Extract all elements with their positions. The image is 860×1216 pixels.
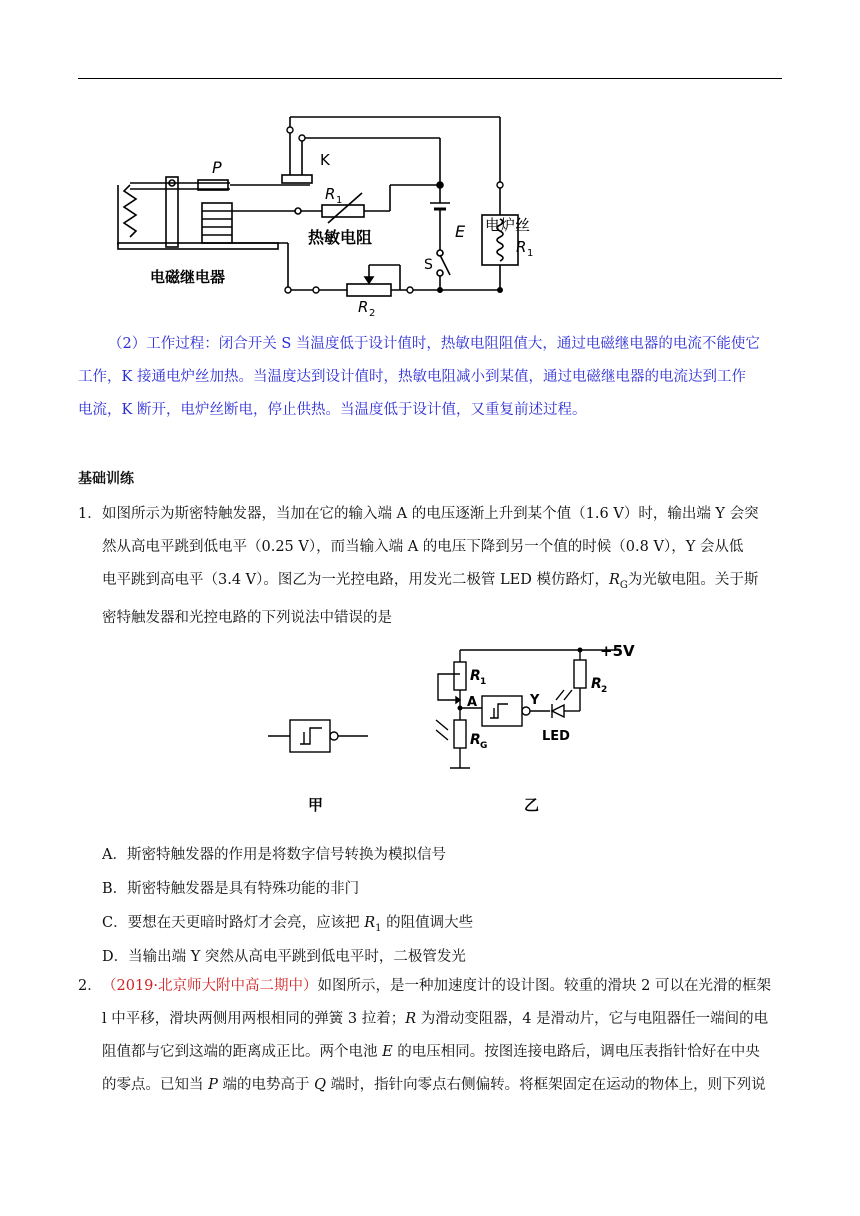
question-2-source: （2019·北京师大附中高二期中） bbox=[102, 978, 318, 994]
option-c-text-b: 的阻值调大些 bbox=[381, 915, 474, 931]
question-2-number: 2． bbox=[78, 978, 102, 994]
question-2-line-2-a: l 中平移，滑块两侧用两根相同的弹簧 3 拉着； bbox=[102, 1011, 406, 1027]
label-r2-sub: 2 bbox=[601, 685, 608, 695]
caption-jia: 甲 bbox=[308, 796, 324, 814]
process-line-1: （2）工作过程：闭合开关 S 当温度低于设计值时，热敏电阻阻值大，通过电磁继电器的电流不能使它 bbox=[108, 336, 760, 352]
question-2-q: Q bbox=[314, 1077, 326, 1093]
question-2-e: E bbox=[382, 1044, 393, 1060]
label-r2: R bbox=[358, 298, 369, 316]
label-relay: 电磁继电器 bbox=[150, 268, 226, 286]
label-led: LED bbox=[542, 729, 570, 744]
header-rule bbox=[78, 78, 782, 79]
question-2-line-2-b: 为滑动变阻器，4 是滑动片，它与电阻器任一端间的电 bbox=[416, 1011, 769, 1027]
label-rg: R bbox=[470, 732, 481, 748]
label-p: P bbox=[212, 158, 222, 177]
question-2-line-3-b: 的电压相同。按图连接电路后，调电压表指针恰好在中央 bbox=[392, 1044, 760, 1060]
label-r1-sub: 1 bbox=[480, 677, 487, 687]
question-2-line-1: 如图所示，是一种加速度计的设计图。较重的滑块 2 可以在光滑的框架 bbox=[317, 978, 771, 994]
question-2-line-4-a: 的零点。已知当 bbox=[102, 1077, 209, 1093]
label-rg-sub: G bbox=[480, 741, 488, 751]
process-line-3: 电流，K 断开，电炉丝断电，停止供热。当温度低于设计值，又重复前述过程。 bbox=[78, 402, 587, 418]
option-c bbox=[102, 911, 473, 934]
process-description bbox=[78, 328, 784, 427]
option-c-text-a: C．要想在天更暗时路灯才会亮，应该把 bbox=[102, 915, 365, 931]
caption-yi: 乙 bbox=[524, 796, 540, 814]
question-2-p: P bbox=[208, 1077, 218, 1093]
label-r1: R bbox=[470, 668, 481, 684]
schmitt-trigger-diagram bbox=[260, 638, 660, 818]
question-1-line-4: 密特触发器和光控电路的下列说法中错误的是 bbox=[102, 609, 392, 626]
question-1-rg: R bbox=[608, 572, 620, 588]
question-2-line-3-a: 阻值都与它到这端的距离成正比。两个电池 bbox=[102, 1044, 383, 1060]
section-title: 基础训练 bbox=[78, 471, 134, 487]
option-b: B．斯密特触发器是具有特殊功能的非门 bbox=[102, 881, 360, 897]
question-1-line-2: 然从高电平跳到低电平（0.25 V），而当输入端 A 的电压下降到另一个值的时候（0.8 V），Y 会从低 bbox=[102, 539, 744, 555]
question-2-line-4-b: 端的电势高于 bbox=[217, 1077, 315, 1093]
process-line-2: 工作，K 接通电炉丝加热。当温度达到设计值时，热敏电阻减小到某值，通过电磁继电器的电流达到工作 bbox=[78, 369, 746, 385]
option-a: A．斯密特触发器的作用是将数字信号转换为模拟信号 bbox=[102, 847, 446, 863]
question-1 bbox=[78, 498, 784, 635]
label-r1-sub: 1 bbox=[336, 195, 343, 206]
label-thermistor: 热敏电阻 bbox=[308, 228, 373, 247]
question-2-r: R bbox=[405, 1011, 417, 1027]
question-1-rg-sub: G bbox=[619, 579, 628, 591]
question-1-line-3-a: 电平跳到高电平（3.4 V）。图乙为一光控电路，用发光二极管 LED 模仿路灯， bbox=[102, 572, 609, 588]
question-2-line-4-c: 端时，指针向零点右侧偏转。将框架固定在运动的物体上，则下列说 bbox=[325, 1077, 766, 1093]
option-c-r: R bbox=[364, 915, 376, 931]
label-furnace-r-sub: 1 bbox=[527, 248, 534, 259]
label-a: A bbox=[467, 695, 478, 710]
question-1-line-3 bbox=[102, 564, 784, 602]
label-y: Y bbox=[530, 693, 540, 708]
question-1-line-3-b: 为光敏电阻。关于斯 bbox=[627, 572, 759, 588]
label-furnace-r: R bbox=[516, 238, 527, 256]
option-c-sub: 1 bbox=[375, 922, 382, 934]
question-2 bbox=[78, 970, 784, 1102]
label-r1: R bbox=[325, 185, 336, 203]
label-e: E bbox=[455, 222, 466, 241]
label-r2: R bbox=[591, 676, 602, 692]
label-k: K bbox=[320, 151, 330, 169]
label-supply: +5V bbox=[600, 642, 635, 660]
relay-circuit-diagram bbox=[110, 105, 534, 320]
label-r2-sub: 2 bbox=[369, 308, 376, 319]
label-s: S bbox=[424, 257, 433, 273]
question-1-line-1: 如图所示为斯密特触发器，当加在它的输入端 A 的电压逐渐上升到某个值（1.6 V）时，输出端 Y 会突 bbox=[102, 506, 759, 522]
option-d: D．当输出端 Y 突然从高电平跳到低电平时，二极管发光 bbox=[102, 949, 466, 965]
label-furnace: 电炉丝 bbox=[484, 216, 530, 234]
question-1-number: 1． bbox=[78, 506, 102, 522]
